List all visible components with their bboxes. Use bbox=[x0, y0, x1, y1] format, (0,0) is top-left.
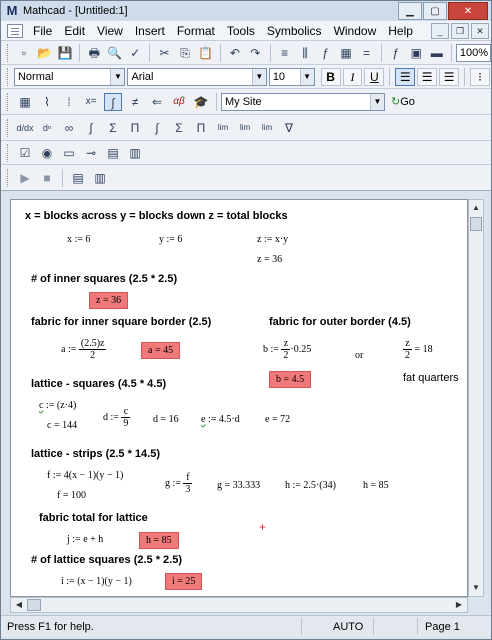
scroll-up-icon[interactable]: ▲ bbox=[472, 203, 480, 212]
b-highlight-result[interactable]: b = 4.5 bbox=[269, 371, 311, 388]
align-down-icon[interactable]: ⫼ bbox=[302, 45, 308, 60]
worksheet[interactable] bbox=[10, 199, 468, 597]
horizontal-scroll-thumb[interactable] bbox=[27, 599, 41, 611]
menu-edit[interactable]: Edit bbox=[64, 23, 86, 38]
paste-icon[interactable]: 📋 bbox=[198, 45, 213, 60]
c-definition[interactable]: c := (z·4) bbox=[39, 400, 77, 411]
stop-icon[interactable]: ■ bbox=[43, 170, 51, 185]
bullets-button[interactable]: ⁝ bbox=[470, 68, 490, 86]
summation-icon[interactable]: Σ bbox=[109, 120, 117, 135]
standard-toolbar bbox=[1, 41, 491, 65]
c-evaluation[interactable]: c = 144 bbox=[47, 420, 78, 431]
greek-icon[interactable]: αβ bbox=[173, 95, 185, 107]
programming-icon[interactable]: ⇐ bbox=[151, 94, 163, 109]
scroll-down-icon[interactable]: ▼ bbox=[472, 583, 480, 592]
status-page: Page 1 bbox=[425, 621, 460, 633]
chevron-down-icon: ▼ bbox=[252, 69, 266, 85]
calculus-palette bbox=[1, 115, 491, 141]
left-limit-icon[interactable]: lim bbox=[261, 122, 273, 132]
window-title: Mathcad - [Untitled:1] bbox=[23, 5, 128, 17]
or-label: or bbox=[355, 350, 364, 361]
italic-button[interactable]: I bbox=[343, 68, 363, 86]
y-definition[interactable]: y := 6 bbox=[159, 234, 183, 245]
b-definition[interactable]: b := $\frac{z}{2}$ ·0.25 bbox=[263, 338, 312, 361]
f-definition[interactable]: f := 4(x − 1)(y − 1) bbox=[47, 470, 124, 481]
h-evaluation[interactable]: h = 85 bbox=[363, 480, 389, 491]
boolean-icon[interactable]: ≠ bbox=[131, 94, 139, 109]
nth-derivative-icon[interactable]: dⁿ bbox=[42, 122, 52, 133]
i-highlight-result[interactable]: i = 25 bbox=[165, 573, 202, 590]
limit-icon[interactable]: lim bbox=[217, 122, 229, 132]
push-button-icon[interactable]: ▭ bbox=[63, 145, 75, 160]
menu-file[interactable]: File bbox=[33, 23, 53, 38]
scroll-left-icon[interactable]: ◀ bbox=[15, 600, 23, 609]
underline-button[interactable]: U bbox=[364, 68, 384, 86]
x-definition[interactable]: x := 6 bbox=[67, 234, 91, 245]
chevron-down-icon: ▼ bbox=[110, 69, 124, 85]
align-center-button[interactable]: ☰ bbox=[417, 68, 437, 86]
outer-border-heading: fabric for outer border (4.5) bbox=[269, 316, 411, 328]
z-evaluation[interactable]: z = 36 bbox=[257, 254, 283, 265]
f-evaluation[interactable]: f = 100 bbox=[57, 490, 86, 501]
indefinite-integral-icon[interactable]: ∫ bbox=[155, 120, 159, 135]
chevron-down-icon: ▼ bbox=[370, 94, 384, 110]
slider-icon[interactable]: ⊸ bbox=[85, 145, 97, 160]
insertion-cursor: + bbox=[259, 520, 267, 534]
gradient-icon[interactable]: ∇ bbox=[284, 120, 294, 135]
range-sum-icon[interactable]: Σ bbox=[175, 120, 183, 135]
inner-squares-heading: # of inner squares (2.5 * 2.5) bbox=[31, 273, 178, 285]
z-highlight-result[interactable]: z = 36 bbox=[89, 292, 128, 309]
checkbox-icon[interactable]: ☑ bbox=[19, 145, 31, 160]
debug-toolbar bbox=[1, 165, 491, 191]
symbolic-icon[interactable]: 🎓 bbox=[193, 94, 209, 109]
menu-bar bbox=[1, 21, 491, 41]
spellcheck-icon[interactable]: ✓ bbox=[130, 45, 141, 60]
align-across-icon[interactable]: ≡ bbox=[281, 45, 289, 60]
h-definition[interactable]: h := 2.5·(34) bbox=[285, 480, 336, 491]
print-preview-icon[interactable]: 🔍 bbox=[107, 45, 123, 60]
horizontal-scrollbar[interactable] bbox=[10, 597, 468, 613]
d-definition[interactable]: d := $\frac{c}{9}$ bbox=[103, 406, 129, 429]
help-icon[interactable]: ▬ bbox=[430, 45, 443, 60]
chevron-down-icon: ▼ bbox=[300, 69, 314, 85]
align-left-button[interactable]: ☰ bbox=[395, 68, 415, 86]
doc-restore-button[interactable]: ❐ bbox=[451, 23, 469, 39]
bold-button[interactable]: B bbox=[321, 68, 341, 86]
status-help-text: Press F1 for help. bbox=[7, 621, 94, 633]
menu-help[interactable]: Help bbox=[388, 23, 413, 38]
e-evaluation[interactable]: e = 72 bbox=[265, 414, 291, 425]
e-definition[interactable]: e := 4.5·d bbox=[201, 414, 240, 425]
matrix-icon[interactable]: ⁞ bbox=[67, 94, 71, 109]
maximize-button[interactable]: ▢ bbox=[423, 2, 447, 20]
doc-close-button[interactable]: ✕ bbox=[471, 23, 489, 39]
font-size-select[interactable]: 10 ▼ bbox=[269, 68, 315, 86]
fat-quarters-label: fat quarters bbox=[403, 372, 459, 384]
list-box-icon[interactable]: ▥ bbox=[129, 145, 141, 160]
range-product-icon[interactable]: Π bbox=[196, 120, 206, 135]
derivative-icon[interactable]: d/dx bbox=[16, 122, 34, 133]
document-icon[interactable] bbox=[7, 24, 23, 38]
align-right-button[interactable]: ☰ bbox=[439, 68, 459, 86]
a-definition[interactable]: a := $\frac{(2.5)z}{2}$ bbox=[61, 338, 105, 361]
lattice-strips-heading: lattice - strips (2.5 * 14.5) bbox=[31, 448, 160, 460]
resource-site-select[interactable]: My Site ▼ bbox=[221, 93, 385, 111]
open-icon[interactable]: 📂 bbox=[37, 45, 52, 60]
save-icon[interactable]: 💾 bbox=[57, 45, 73, 60]
evaluation-icon[interactable]: x= bbox=[85, 95, 97, 107]
blocks-heading: x = blocks across y = blocks down z = total blocks bbox=[25, 210, 288, 222]
cut-icon[interactable]: ✂ bbox=[159, 45, 170, 60]
vertical-scroll-thumb[interactable] bbox=[470, 217, 482, 231]
controls-toolbar bbox=[1, 141, 491, 165]
status-calc-mode: AUTO bbox=[333, 621, 364, 633]
title-bar bbox=[1, 1, 491, 21]
minimize-button[interactable]: ▁ bbox=[398, 2, 422, 20]
font-select[interactable]: Arial ▼ bbox=[127, 68, 266, 86]
insert-unit-icon[interactable]: ▦ bbox=[340, 45, 352, 60]
status-bar bbox=[1, 615, 491, 637]
menu-format[interactable]: Format bbox=[176, 23, 215, 38]
math-toolbar bbox=[1, 89, 491, 115]
scroll-right-icon[interactable]: ▶ bbox=[455, 600, 463, 609]
z-definition[interactable]: z := x·y bbox=[257, 234, 289, 245]
copy-icon[interactable]: ⎘ bbox=[180, 45, 190, 60]
doc-minimize-button[interactable]: _ bbox=[431, 23, 449, 39]
i-definition[interactable]: i := (x − 1)(y − 1) bbox=[61, 576, 132, 587]
product-icon[interactable]: Π bbox=[130, 120, 140, 135]
calculator-icon[interactable]: ▦ bbox=[19, 94, 31, 109]
close-button[interactable]: ✕ bbox=[448, 2, 488, 20]
graph-icon[interactable]: ⌇ bbox=[44, 94, 50, 109]
lattice-count-heading: # of lattice squares (2.5 * 2.5) bbox=[31, 554, 183, 566]
trace-window-icon[interactable]: ▥ bbox=[94, 170, 106, 185]
trace-icon[interactable]: ▤ bbox=[72, 170, 84, 185]
vertical-scrollbar[interactable] bbox=[468, 199, 484, 597]
undo-icon[interactable]: ↶ bbox=[229, 45, 240, 60]
calculus-icon[interactable]: ∫ bbox=[104, 93, 122, 111]
g-evaluation[interactable]: g = 33.333 bbox=[217, 480, 261, 491]
insert-component-icon[interactable]: ƒ bbox=[392, 45, 400, 60]
a-highlight-result[interactable]: a = 45 bbox=[141, 342, 180, 359]
redo-icon[interactable]: ↷ bbox=[250, 45, 261, 60]
h-highlight-result[interactable]: h = 85 bbox=[139, 532, 179, 549]
menu-tools[interactable]: Tools bbox=[226, 23, 255, 38]
new-icon[interactable]: ▫ bbox=[21, 45, 27, 60]
mathcad-logo-icon: M bbox=[6, 3, 18, 18]
go-arrow-icon: ↻ bbox=[391, 96, 401, 108]
g-definition[interactable]: g := $\frac{f}{3}$ bbox=[165, 472, 191, 495]
menu-insert[interactable]: Insert bbox=[134, 23, 165, 38]
menu-symbolics[interactable]: Symbolics bbox=[266, 23, 322, 38]
infinity-icon[interactable]: ∞ bbox=[64, 120, 74, 135]
style-select[interactable]: Normal ▼ bbox=[14, 68, 125, 86]
play-icon[interactable]: ▶ bbox=[20, 170, 30, 185]
d-evaluation[interactable]: d = 16 bbox=[153, 414, 179, 425]
j-definition[interactable]: j := e + h bbox=[67, 534, 104, 545]
zoom-select[interactable]: 100% bbox=[456, 44, 491, 62]
resource-center-icon[interactable]: ▣ bbox=[410, 45, 422, 60]
menu-window[interactable]: Window bbox=[333, 23, 377, 38]
go-button[interactable]: ↻Go bbox=[391, 96, 415, 108]
menu-view[interactable]: View bbox=[97, 23, 123, 38]
fat-quarters-calc[interactable]: $\frac{z}{2}$ = 18 bbox=[405, 338, 433, 361]
lattice-squares-heading: lattice - squares (4.5 * 4.5) bbox=[31, 378, 167, 390]
right-limit-icon[interactable]: lim bbox=[239, 122, 251, 132]
text-box-icon[interactable]: ▤ bbox=[107, 145, 119, 160]
formatting-toolbar bbox=[1, 65, 491, 89]
print-icon[interactable]: 🖶 bbox=[88, 45, 100, 60]
insert-function-icon[interactable]: ƒ bbox=[322, 45, 329, 60]
lattice-total-heading: fabric total for lattice bbox=[39, 512, 148, 524]
definite-integral-icon[interactable]: ∫ bbox=[89, 120, 93, 135]
inner-border-heading: fabric for inner square border (2.5) bbox=[31, 316, 212, 328]
radio-icon[interactable]: ◉ bbox=[41, 145, 53, 160]
calculate-icon[interactable]: = bbox=[362, 45, 370, 60]
